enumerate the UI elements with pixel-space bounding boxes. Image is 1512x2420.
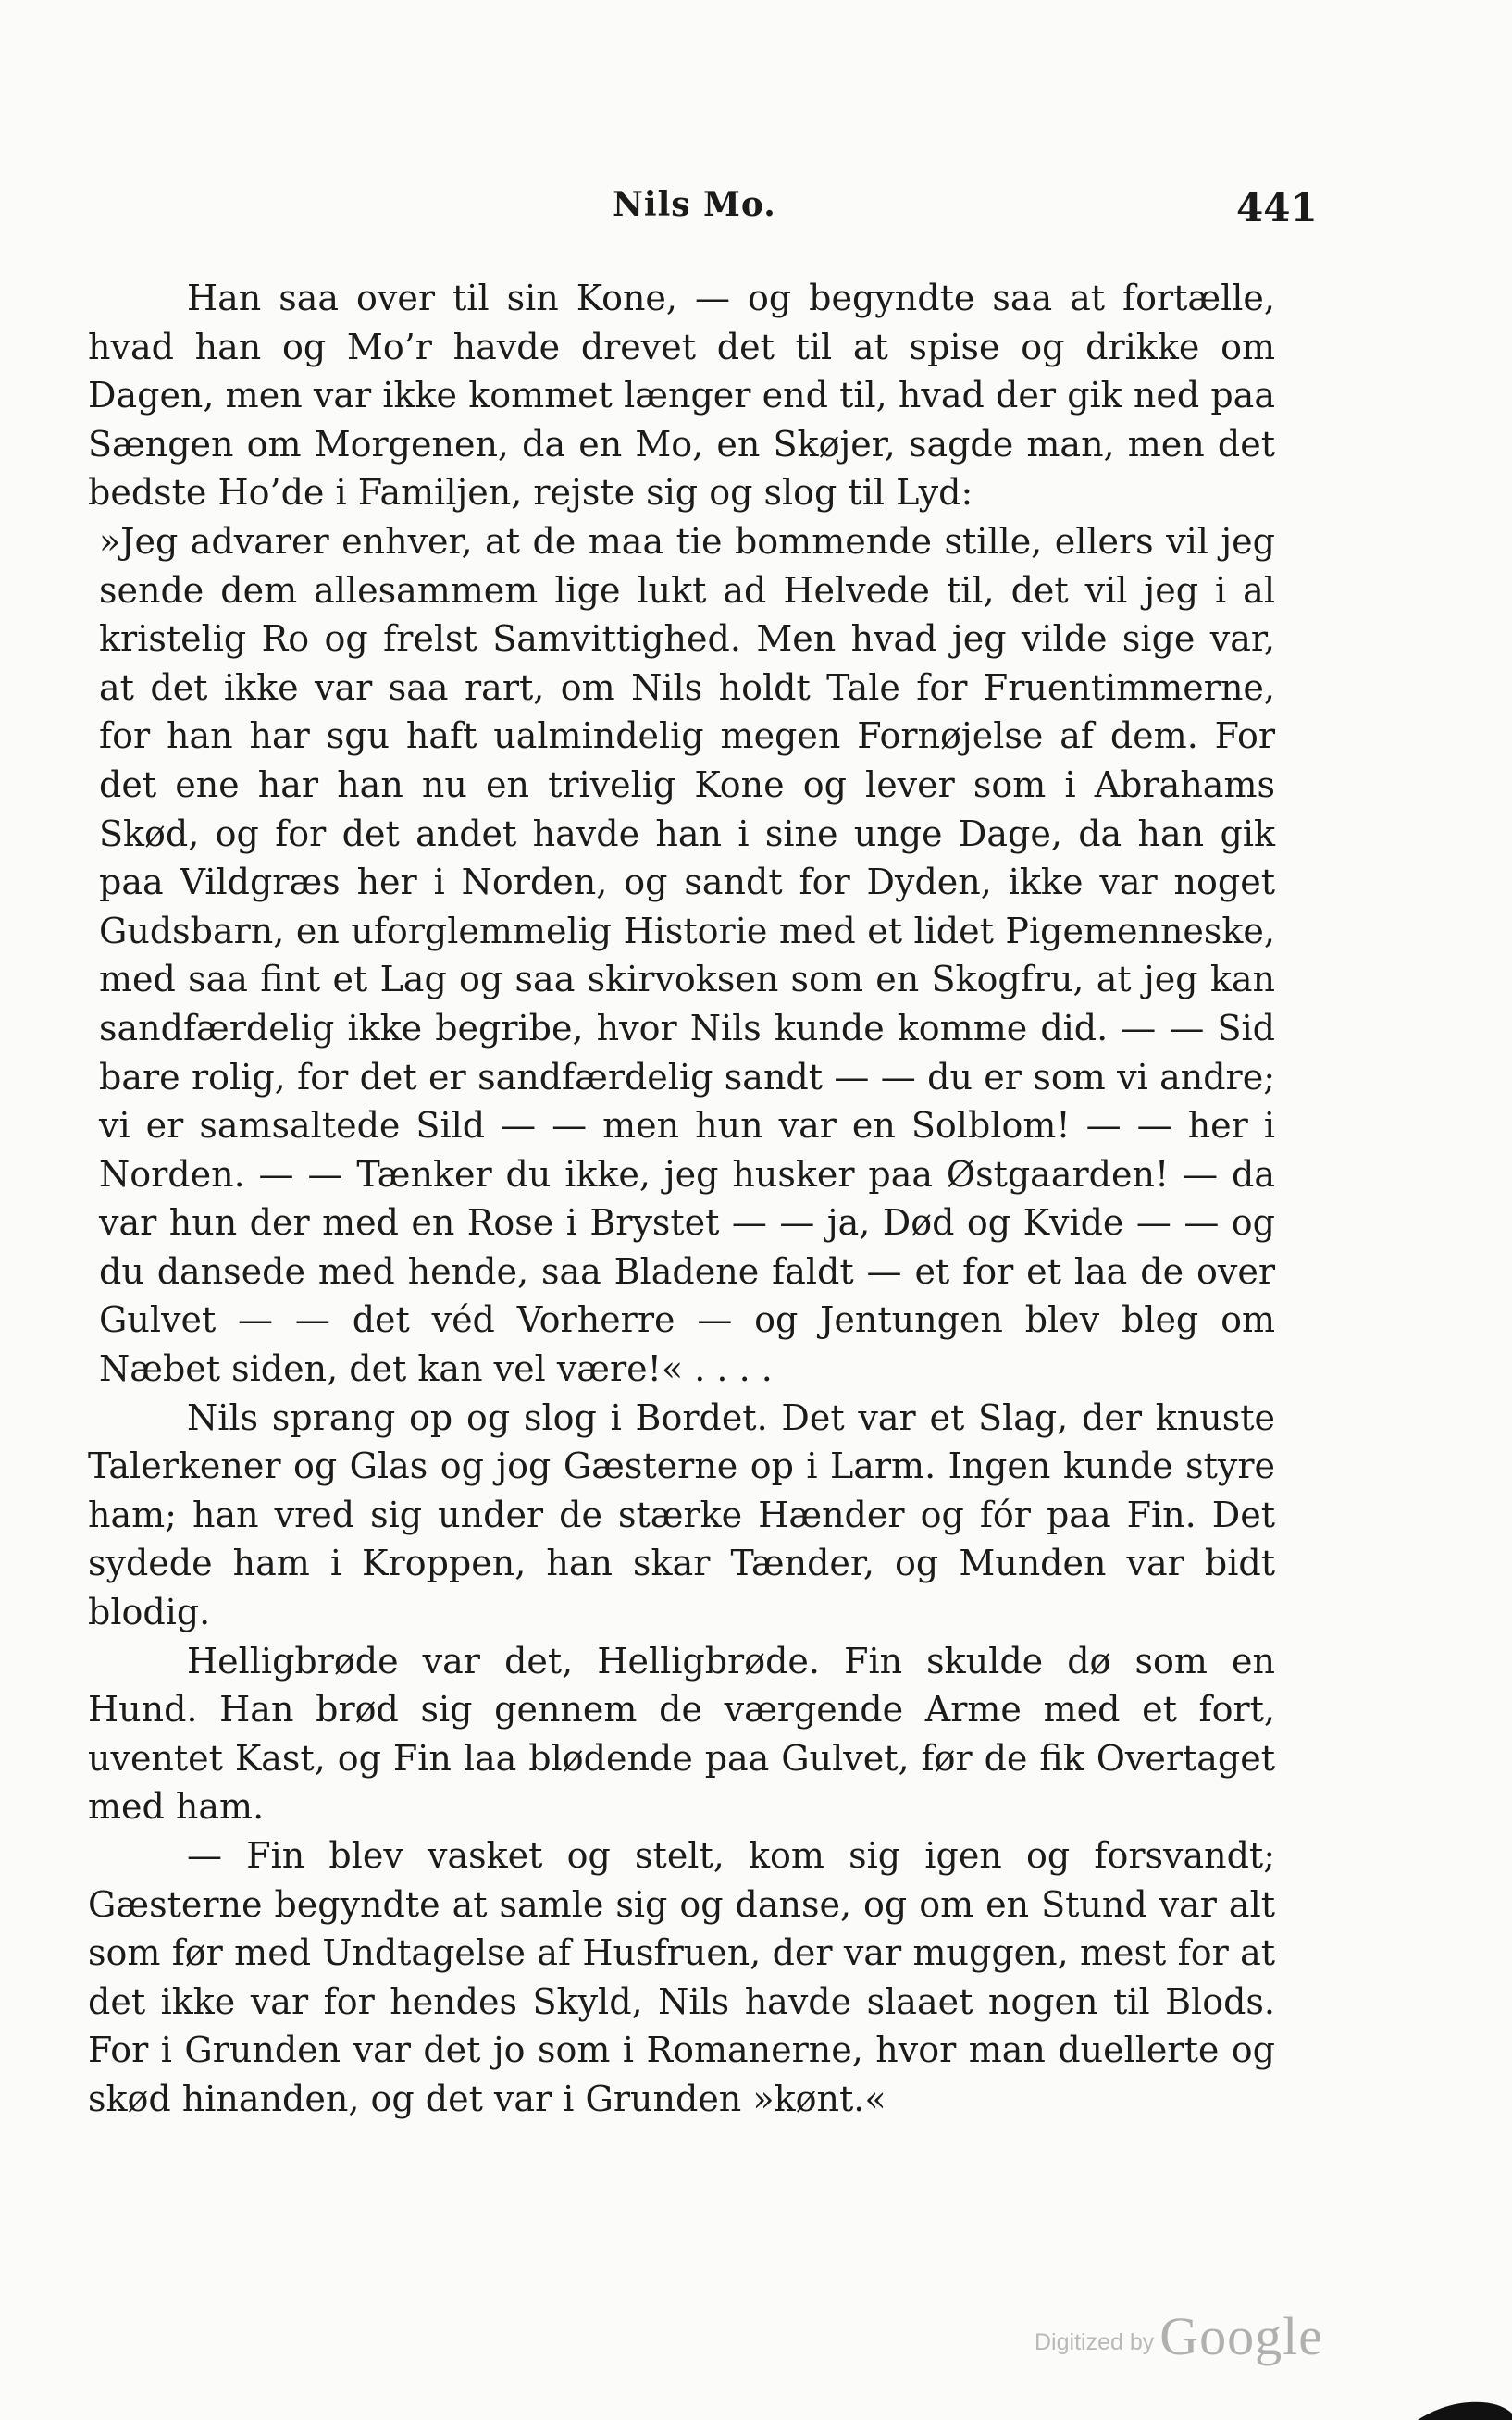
paragraph-5: — Fin blev vasket og stelt, kom sig igen og forsvandt; Gæsterne begyndte at samle sig og danse, og om en Stund var alt som før med Undtagelse af Husfruen, der var muggen, mest for at det ikke var for hendes Skyld, Nils havde slaaet nogen til Blods. For i Grunden var det jo som i Romanerne, hvor man duellerte og skød hinanden, og det var i Grunden »kønt.« bbox=[88, 1835, 1275, 2119]
running-title: Nils Mo. bbox=[613, 185, 776, 224]
page-header bbox=[0, 185, 1512, 241]
body-text bbox=[88, 274, 1275, 2124]
digitized-watermark bbox=[1035, 2293, 1323, 2367]
paragraph-2-speech: »Jeg advarer enhver, at de maa tie bommende stille, ellers vil jeg sende dem allesammem lige lukt ad Helvede til, det vil jeg i al kristelig Ro og frelst Samvittighed. Men hvad jeg vilde sige var, at det ikke var saa rart, om Nils holdt Tale for Fruentimmerne, for han har sgu haft ualmindelig megen Fornøjelse af dem. For det ene har han nu en trivelig Kone og lever som i Abrahams Skød, og for det andet havde han i sine unge Dage, da han gik paa Vildgræs her i Norden, og sandt for Dyden, ikke var noget Gudsbarn, en uforglemmelig Historie med et lidet Pigemenneske, med saa fint et Lag og saa skirvoksen som en Skogfru, at jeg kan sandfærdelig ikke begribe, hvor Nils kunde komme did. — — Sid bare rolig, for det er sandfærdelig sandt — — du er som vi andre; vi er samsaltede Sild — — men hun var en Solblom! — — her i Norden. — — Tænker du ikke, jeg husker paa Østgaarden! — da var hun der med en Rose i Brystet — — ja, Død og Kvide — — og du dansede med hende, saa Bladene faldt — et for et laa de over Gulvet — — det véd Vorherre — og Jentungen blev bleg om Næbet siden, det kan vel være!« . . . . bbox=[99, 520, 1275, 1390]
paragraph-3: Nils sprang op og slog i Bordet. Det var et Slag, der knuste Talerkener og Glas og jog Gæsterne op i Larm. Ingen kunde styre ham; han vred sig under de stærke Hænder og fór paa Fin. Det sydede ham i Kroppen, han skar Tænder, og Munden var bidt blodig. bbox=[88, 1396, 1275, 1633]
paragraph-1: Han saa over til sin Kone, — og begyndte saa at fortælle, hvad han og Mo’r havde drevet det til at spise og drikke om Dagen, men var ikke kommet længer end til, hvad der gik ned paa Sængen om Morgenen, da en Mo, en Skøjer, sagde man, men det bedste Ho’de i Familjen, rejste sig og slog til Lyd: bbox=[88, 278, 1275, 514]
page-curl-mark bbox=[1418, 2380, 1512, 2420]
paragraph-4: Helligbrøde var det, Helligbrøde. Fin skulde dø som en Hund. Han brød sig gennem de værgende Arme med et fort, uventet Kast, og Fin laa blødende paa Gulvet, før de fik Overtaget med ham. bbox=[88, 1640, 1275, 1828]
page-number: 441 bbox=[1236, 185, 1318, 230]
watermark-logo: Google bbox=[1159, 2306, 1323, 2366]
watermark-prefix: Digitized by bbox=[1035, 2329, 1155, 2355]
